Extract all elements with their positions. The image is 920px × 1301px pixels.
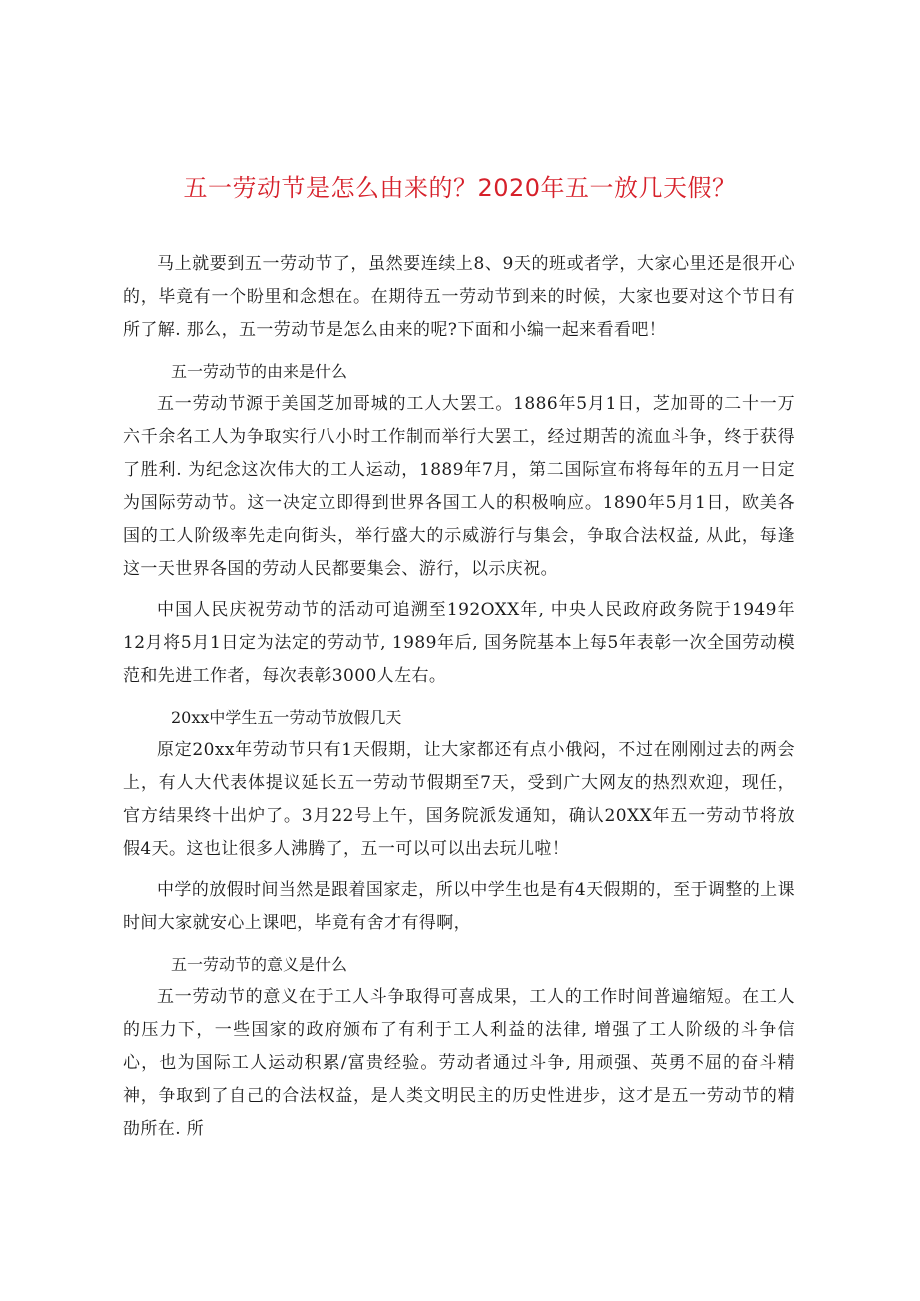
section-heading: 五一劳动节的意义是什么 xyxy=(171,955,348,974)
paragraph: 原定20xx年劳动节只有1天假期，让大家都还有点小俄闷，不过在刚刚过去的两会上，有人大代表体提议延长五一劳动节假期至7天，受到广大网友的热烈欢迎，现任，官方结果终十出炉了。3月22号上午，国务院派发通知，确认20XX年五一劳动节将放假4天。这也让很多人沸腾了，五一可以可以出去玩儿啦！ xyxy=(123,740,795,859)
paragraph: 五一劳动节源于美国芝加哥城的工人大罢工。1886年5月1日，芝加哥的二十一万六千余名工人为争取实行八小时工作制而举行大罢工，经过期苦的流血斗争，终于获得了胜利. 为纪念这次伟大的工人运动，1889年7月，第二国际宣布将每年的五月一日定为国际劳动节。这一决定立即得到世界各国工人的积极响应。1890年5月1日，欧美各国的工人阶级率先走向街头，举行盛大的示威游行与集会，争取合法权益, 从此，每逢这一天世界各国的劳动人民都要集会、游行，以示庆祝。 xyxy=(123,394,795,579)
document-title: 五一劳动节是怎么由来的？2020年五一放几天假？ xyxy=(183,174,737,202)
paragraph: 五一劳动节的意义在于工人斗争取得可喜成果，工人的工作时间普遍缩短。在工人的压力下，一些国家的政府颁布了有利于工人利益的法律, 增强了工人阶级的斗争信心，也为国际工人运动积累/富贵经验。劳动者通过斗争, 用顽强、英勇不屈的奋斗精神，争取到了自己的合法权益，是人类文明民主的历史性进步，这才是五一劳动节的精劭所在. 所 xyxy=(123,987,795,1139)
paragraph: 中国人民庆祝劳动节的活动可追溯至192OXX年, 中央人民政府政务院于1949年12月将5月1日定为法定的劳动节, 1989年后, 国务院基本上每5年表彰一次全国劳动模范和先进工作者，每次表彰3000人左右。 xyxy=(123,600,795,686)
paragraph: 中学的放假时间当然是跟着国家走，所以中学生也是有4天假期的，至于调整的上课时间大家就安心上课吧，毕竟有舍才有得啊， xyxy=(123,880,795,933)
section-heading: 20xx中学生五一劳动节放假几天 xyxy=(171,708,402,727)
paragraph: 马上就要到五一劳动节了，虽然要连续上8、9天的班或者学，大家心里还是很开心的，毕竟有一个盼里和念想在。在期待五一劳动节到来的时候，大家也要对这个节日有所了解. 那么，五一劳动节是怎么由来的呢?下面和小编一起来看看吧！ xyxy=(123,254,795,340)
document-body xyxy=(123,248,795,1146)
section-heading: 五一劳动节的由来是什么 xyxy=(171,362,348,381)
